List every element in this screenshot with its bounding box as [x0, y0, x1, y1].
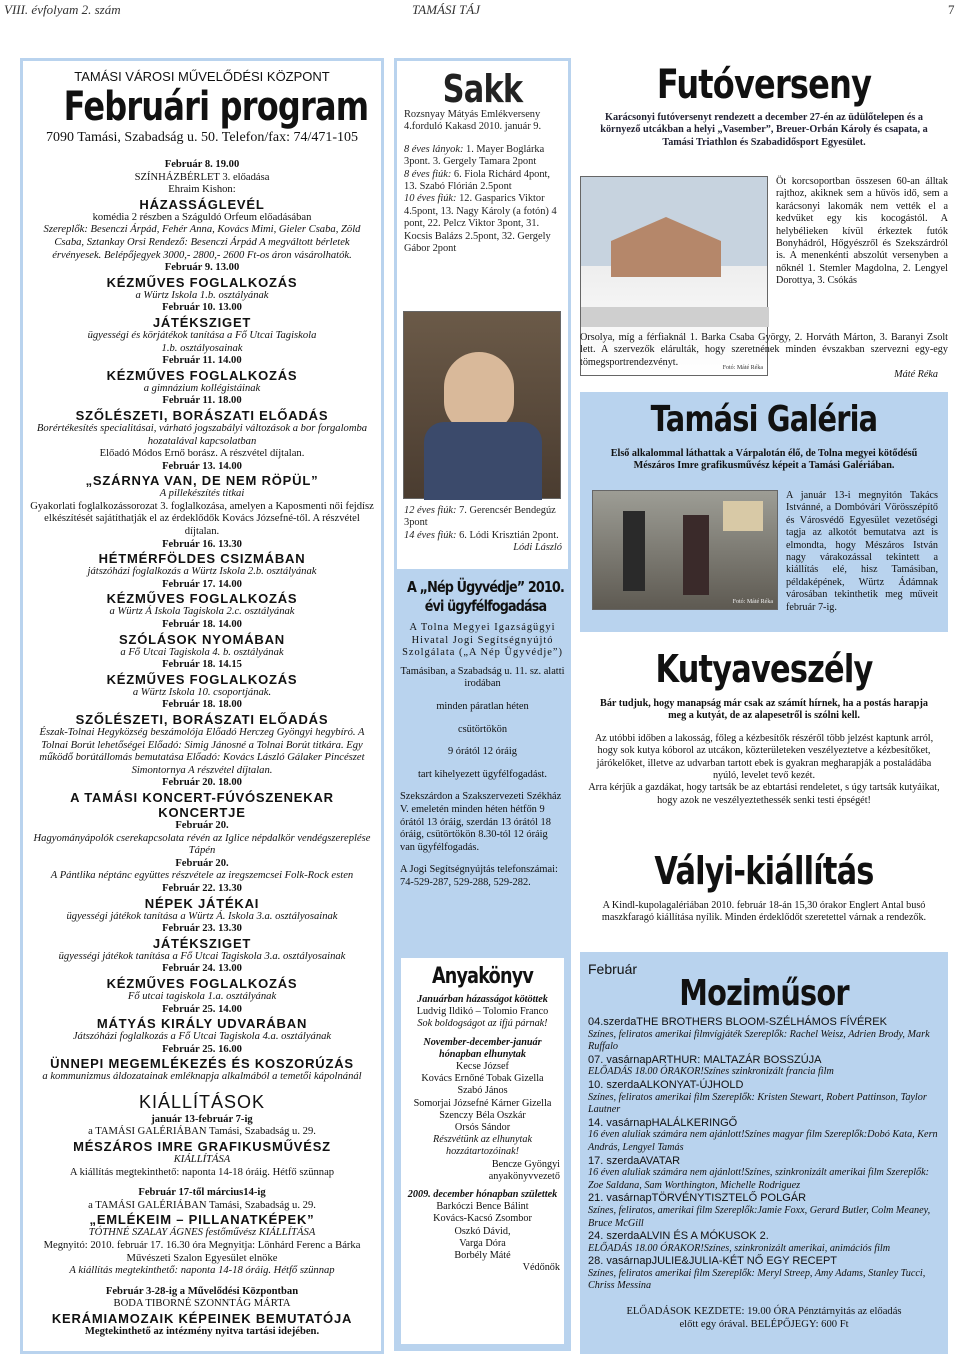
lawyer-box [394, 572, 571, 1351]
movie-title: 14. vasárnapHALÁLKERINGŐ [588, 1116, 738, 1129]
cinema-title: Moziműsor [679, 973, 849, 1014]
movie-item [588, 1230, 940, 1255]
event-detail: a Würtz Á Iskola Tagiskola 2.c. osztályának [109, 606, 295, 618]
exhibitions-list [29, 1114, 375, 1339]
event-date: Február 10. 13.00 [162, 302, 242, 314]
event-text: Megnyitó: 2010. február 17. 16.30 óra Megnyitja: Lönhárd Ferenc a Bárka Művészeti Szalon Egyesület elnöke [43, 1240, 361, 1264]
event-detail: A kiállítás megtekinthető: naponta 14-18 óráig. Hétfő szünnap [69, 1265, 335, 1277]
event-date: Február 18. 14.00 [162, 619, 242, 631]
event-title: MÁTYÁS KIRÁLY UDVARÁBAN [96, 1016, 308, 1032]
event-date: Február 22. 13.30 [162, 882, 242, 894]
event-date: Február 13. 14.00 [162, 460, 242, 472]
event-title: SZŐLÉSZETI, BORÁSZATI ELŐADÁS [75, 712, 329, 727]
gallery-photo [592, 490, 778, 610]
event-title: JÁTÉKSZIGET [152, 314, 252, 330]
issue-label: VIII. évfolyam 2. szám [4, 2, 121, 17]
lawyer-p1: A Tolna Megyei Igazságügyi Hivatal Jogi Segítségnyújtó Szolgálata („A Nép Ügyvédje”) [402, 622, 563, 659]
event-date: Február 20. 18.00 [162, 777, 242, 789]
event-text: komédia 2 részben a Száguldó Orfeum előadásában [92, 211, 312, 223]
movie-desc: Színes, feliratos amerikai film Szereplők: Meryl Streep, Amy Adams, Stanley Tucci, Chriss Messina [588, 1267, 926, 1292]
event-date: Február 11. 14.00 [162, 355, 242, 367]
registry-box [401, 958, 564, 1344]
valyi-body: A Kindl-kupolagalériában 2010. február 18-án 15,30 órakor Englert Antal busó maszkfaragó kiállítása nyílik. Minden érdeklődőt szeretettel várnak a rendezők. [601, 900, 927, 924]
registry-sign2: Védőnők [522, 1262, 560, 1274]
chess-box [394, 58, 571, 572]
event-detail: játszóházi foglalkozás a Würtz Iskola 2.b. osztályának [87, 566, 317, 578]
page-number: 7 [948, 2, 955, 17]
event-detail: Játszóházi foglalkozás a Fő Utcai Tagiskola 4.a. osztályának [72, 1031, 332, 1043]
lawyer-p8: A Jogi Segítségnyújtás telefonszámai: 74-529-287, 529-288, 529-282. [400, 864, 558, 888]
page-header [0, 0, 960, 24]
event-text: A kiállítás megtekinthető: naponta 14-18 óráig. Hétfő szünnap [69, 1166, 335, 1178]
event-title: HÉTMÉRFÖLDES CSIZMÁBAN [98, 551, 306, 567]
movie-desc: Színes, feliratos amerikai film Szereplők: Kristen Stewart, Robert Pattinson, Taylor Lautner [588, 1091, 927, 1116]
event-title: KÉZMŰVES FOGLALKOZÁS [106, 591, 298, 607]
event-date: Február 8. 19.00 [164, 159, 240, 170]
chess-result-12-boys [404, 505, 562, 530]
movie-desc: Színes, feliratos, amerikai film Szereplők:Jamie Foxx, Gerard Butler, Colm Meaney, Bruce McGill [588, 1204, 931, 1229]
paper-title: TAMÁSI TÁJ [412, 2, 480, 17]
chess-label: 8 éves lányok: [404, 143, 464, 155]
event-title: KERÁMIAMOZAIK KÉPEINEK BEMUTATÓJA [51, 1311, 353, 1326]
registry-names2: Kecse József Kovács Ernőné Tobak Gizella Szabó János Somorjai Józsefné Kárner Gizella Szenczy Béla Oszkár Orsós Sándor [413, 1061, 552, 1134]
event-text: Ehraim Kishon: [168, 184, 236, 196]
registry-names1: Ludvig Ildikó – Tolomio Franco [416, 1006, 549, 1018]
movie-desc: ELŐADÁS 18.00 ÓRAKOR!Színes szinkronizált francia film [588, 1066, 834, 1078]
program-box [20, 58, 384, 1354]
movie-title: 24. szerdaALVIN ÉS A MÓKUSOK 2. [588, 1230, 769, 1243]
event-title: NÉPEK JÁTÉKAI [144, 895, 260, 911]
event-date: Február 17. 14.00 [162, 578, 242, 590]
movie-title: 21. vasárnapTÖRVÉNYTISZTELŐ POLGÁR [588, 1192, 807, 1205]
event-title: SZÓLÁSOK NYOMÁBAN [119, 631, 285, 647]
registry-h1: Januárban házasságot kötöttek [417, 994, 548, 1005]
event-date: Február 20. [175, 857, 229, 869]
movie-item [588, 1155, 940, 1193]
event-text: Előadó Módos Ernő borász. A részvétel díjtalan. [99, 448, 305, 460]
movie-item [588, 1054, 940, 1079]
lawyer-p5: 9 órától 12 óráig [448, 746, 517, 758]
lawyer-p3: minden páratlan héten [436, 700, 529, 712]
event-detail: A Pántlika néptánc együttes részvétele az iregszemcsei Folk-Rock esten [50, 870, 354, 882]
lawyer-title: A „Nép Ügyvédje” 2010. évi ügyfélfogadása [407, 578, 564, 615]
event-detail: a gimnázium kollégistáinak [143, 382, 261, 394]
cinema-section [580, 952, 948, 1354]
event-date: Február 25. 16.00 [162, 1043, 242, 1055]
chess-label: 8 éves fiúk: [404, 168, 452, 180]
event-title: KÉZMŰVES FOGLALKOZÁS [106, 671, 298, 687]
chess-label: 12 éves fiúk: [404, 505, 457, 516]
movie-item [588, 1016, 940, 1054]
movie-desc: Színes, feliratos amerikai filmvígjáték Szereplők: Rachel Weisz, Adrien Brody, Mark Ruffalo [588, 1028, 930, 1053]
valyi-section [580, 842, 948, 948]
chess-title: Sakk [442, 67, 523, 111]
event-date: Február 11. 18.00 [162, 395, 242, 407]
chess-label: 14 éves fiúk: [404, 529, 457, 541]
event-text: BODA TIBORNÉ SZONNTÁG MÁRTA [113, 1298, 291, 1310]
event-date: Február 16. 13.30 [162, 538, 242, 550]
event-date: Február 18. 18.00 [162, 699, 242, 711]
chess-label: 10 éves fiúk: [404, 193, 457, 205]
race-lead: Karácsonyi futóversenyt rendezett a december 27-én az üdülőtelepen és a környező utcákban a helyi „Vasember”, Breuer-Orbán Károly és csapata, a Tamási Triathlon és Szabadidősport Egyesület. [600, 112, 928, 148]
movie-desc: ELŐADÁS 18.00 ÓRAKOR!Színes, szinkronizált amerikai, animációs film [588, 1242, 891, 1254]
registry-names3: Barkóczi Bence Bálint Kovács-Kacsó Zsombor Oszkó Dávid, Varga Dóra Borbély Máté [433, 1201, 532, 1262]
dog-lead: Bár tudjuk, hogy manapság már csak az számít hírnek, ha a postás harapja meg a kutyát, de az alapesetről is szólni kell. [600, 698, 928, 722]
dog-title: Kutyaveszély [655, 647, 873, 691]
race-body1: Öt korcsoportban összesen 60-an álltak rajthoz, akiknek sem a hűvös idő, sem a karácsonyi lakomák nem vették el a kedvüket egy kis kocogástól. A helybélieken kívül érkeztek futók Bonyhádról, Hőgyészről és Szekszárdról is. A menenkénti abszolút versenyben a nőknél 1. Stemler Magdolna, 2. Lengyel Dorottya, 3. Csókás [776, 176, 948, 287]
registry-condol: Részvétünk az elhunytak hozzátartozóinak! [432, 1134, 532, 1158]
event-date: Február 24. 13.00 [162, 963, 242, 975]
exhibitions-title: KIÁLLÍTÁSOK [138, 1091, 266, 1112]
cinema-footer: ELŐADÁSOK KEZDETE: 19.00 ÓRA Pénztárnyitás az előadás előtt egy órával. BELÉPŐJEGY: 600 Ft [626, 1306, 902, 1331]
event-text: a TAMÁSI GALÉRIÁBAN Tamási, Szabadság u. 29. [88, 1199, 316, 1211]
event-title: SZŐLÉSZETI, BORÁSZATI ELŐADÁS [75, 407, 329, 423]
race-photo-credit: Fotó: Máté Réka [722, 365, 763, 371]
event-text: SZÍNHÁZBÉRLET 3. előadása [134, 171, 270, 183]
chess-result-8-girls [404, 144, 561, 169]
event-detail: Szereplők: Besenczi Árpád, Fehér Anna, Kovács Mimi, Gieler Csaba, Zöld Csaba, Sztankay Orsi Rendező: Besenczi Árpád A megváltott bérletek érvényesek. Belépőjegyek 3000,- 2800,- 2600 Ft-os áron vásárolhatók. [43, 224, 361, 261]
program-org: TAMÁSI VÁROSI MŰVELŐDÉSI KÖZPONT [74, 69, 330, 84]
gallery-photo-credit: Fotó: Máté Réka [732, 599, 773, 605]
event-detail: a Würtz Iskola 10. csoportjának. [132, 686, 272, 698]
event-detail: ügyességi és körjátékok tanítása a Fő Utcai Tagiskola [87, 329, 317, 341]
registry-sign1: Bencze Gyöngyi anyakönyvvezető [488, 1158, 560, 1182]
event-title: „SZÁRNYA VAN, DE NEM RÖPÜL” [85, 473, 319, 489]
dog-body: Az utóbbi időben a lakosság, főleg a kézbesítők részéről több jelzést kaptunk arról, hogy sok kutya kóborol az utcákon, közterületeken veszélyeztetve a kézbesítőket, járókelőket, illetve az udvarban tartott ebek is gyakran megharapják a postaládába nyúló, levelet tevő kezét. Arra kérjük a gazdákat, hogy tartsák be az ebtartási rendeletet, s úgy tartsák kutyáikat, hogy azok ne veszélyeztethessék senki testi épségét! [588, 732, 940, 806]
chess-result: 7. Gerencsér Bendegúz 3pont [404, 505, 556, 529]
chess-result: 1. Mayer Boglárka 3pont. 3. Gergely Tamara 2pont [404, 143, 545, 168]
race-title: Futóverseny [656, 62, 872, 108]
lawyer-p4: csütörtökön [457, 723, 508, 735]
event-title: A TAMÁSI KONCERT-FÚVÓSZENEKAR KONCERTJE [70, 789, 334, 820]
race-author: Máté Réka [894, 369, 938, 380]
valyi-title: Vályi-kiállítás [654, 849, 874, 893]
gallery-title: Tamási Galéria [650, 399, 878, 440]
event-title: HÁZASSÁGLEVÉL [139, 196, 265, 212]
event-detail: ügyességi játékok tanítása a Fő Utcai Tagiskola 3.a. osztályosainak [58, 950, 346, 962]
event-detail: 1.b. osztályosainak [161, 342, 243, 354]
cinema-list [588, 1016, 940, 1293]
chess-intro: Rozsnyay Mátyás Emlékverseny 4.forduló Kakasd 2010. január 9. [404, 109, 542, 133]
race-body2: Orsolya, míg a férfiaknál 1. Barka Csaba György, 2. Horváth Márton, 3. Baranyi Zsolt lett. A szervezők elárulták, hogy szeretnének minden évszakban szervezni egy-egy tömegsportrendezvényt. [580, 332, 948, 368]
chess-photo [403, 311, 561, 499]
movie-item [588, 1255, 940, 1293]
movie-desc: 16 éven aluliak számára nem ajánlott!Színes magyar film Szereplők:Dobó Kata, Kern András, Lengyel Tamás [588, 1129, 938, 1153]
event-detail: TÓTHNÉ SZALAY ÁGNES festőművész KIÁLLÍTÁSA [88, 1227, 316, 1239]
event-title: „EMLÉKEIM – PILLANATKÉPEK” [89, 1212, 315, 1228]
movie-item [588, 1192, 940, 1230]
event-title: JÁTÉKSZIGET [152, 935, 252, 951]
movie-item [588, 1079, 940, 1117]
event-date: Február 17-től március14-ig [138, 1187, 266, 1199]
gallery-body: A január 13-i megnyitón Takács Istvánné, a Dombóvári Vörösszépítő és Városvédő Egyesület vezetőségi tagja az alkotót bemutatva azt is elmondta, hogy Mészáros István nagy várakozással tekintett a kiállítás elé, hisz Tamásiban, példaképének, Würtz Ádámnak városában tekinthetik meg műveit február 7-ig. [786, 490, 938, 613]
event-detail: Észak-Tolnai Hegyközség beszámolója Előadó Herczeg Gyöngyi hegybíró. A Tolnai Borút lehetőségei Előadó: Simig Jánosné a Tolnai Borút titkára. Egy működő borútállomás bemutatása Előadó: Kovács László Gálaker Pincészet Simontornya A részvétel díjtalan. [39, 727, 365, 776]
movie-desc: 16 éven aluliak számára nem ajánlott!Színes, szinkronizált amerikai film Szereplők: Zoe Saldana, Sam Worthington, Michelle Rodriguez [588, 1167, 930, 1191]
movie-title: 04.szerdaTHE BROTHERS BLOOM-SZÉLHÁMOS FÍVÉREK [588, 1016, 887, 1028]
event-title: KÉZMŰVES FOGLALKOZÁS [106, 975, 298, 991]
gallery-section [580, 392, 948, 632]
event-detail: A pillekészítés titkai [159, 488, 245, 500]
dog-section [580, 640, 948, 812]
event-title: MÉSZÁROS IMRE GRAFIKUSMŰVÉSZ [73, 1139, 331, 1155]
event-detail: a Fő Utcai Tagiskola 4. b. osztályának [120, 646, 284, 658]
movie-title: 07. vasárnapARTHUR: MALTAZÁR BOSSZÚJA [588, 1053, 822, 1066]
lawyer-p2: Tamásiban, a Szabadság u. 11. sz. alatti irodában [400, 665, 565, 690]
spacer [29, 1179, 375, 1187]
event-title: KÉZMŰVES FOGLALKOZÁS [106, 367, 298, 383]
chess-result: 6. Lódi Krisztián 2pont. [456, 529, 559, 541]
registry-h3: 2009. december hónapban születtek [407, 1189, 558, 1201]
event-date: Február 25. 14.00 [162, 1003, 242, 1015]
registry-h2: November-december-január hónapban elhunytak [423, 1036, 542, 1060]
gallery-lead: Első alkalommal láthattak a Várpalotán élő, de Tolna megyei kötődésű Mészáros Imre grafikusművész képeit a Tamási Galériában. [610, 448, 918, 472]
lawyer-p7: Szekszárdon a Szakszervezeti Székház V. emeletén minden héten hétfőn 9 órától 13 óráig, szerdán 13 órától 18 óráig, csütörtökön 8.30-tól 12 óráig van ügyfélfogadás. [400, 791, 562, 853]
event-title: ÜNNEPI MEGEMLÉKEZÉS ÉS KOSZORÚZÁS [50, 1056, 354, 1072]
movie-title: 17. szerdaAVATAR [588, 1154, 681, 1167]
event-detail: Fő utcai tagiskola 1.a. osztályának [127, 990, 277, 1002]
event-detail: KIÁLLÍTÁSA [173, 1154, 231, 1166]
event-detail: Hagyományápolók cserekapcsolata révén az Iglice népdalkör vendégszereplése Tápén [33, 832, 371, 857]
chess-result-10-boys [404, 193, 561, 255]
program-title: Februári program [63, 84, 369, 130]
event-date: Február 3-28-ig a Művelődési Központban [105, 1285, 299, 1297]
lawyer-p6: tart kihelyezett ügyfélfogadást. [418, 768, 547, 780]
movie-title: 28. vasárnapJULIE&JULIA-KÉT NŐ EGY RECEPT [588, 1255, 838, 1268]
event-date: Február 9. 13.00 [164, 262, 240, 274]
registry-wish: Sok boldogságot az ifjú párnak! [417, 1018, 548, 1030]
program-list [29, 159, 375, 1084]
event-detail: a Würtz Iskola 1.b. osztályának [135, 289, 269, 301]
event-detail: Borértékesítés specialitásai, várható jogszabályi változások a bor forgalomba hozatalával kapcsolatban [36, 422, 368, 447]
event-date: Február 23. 13.30 [162, 923, 242, 935]
event-detail: ügyességi játékok tanítása a Würtz Á. Iskola 3.a. osztályosainak [66, 910, 338, 922]
registry-title: Anyakönyv [431, 964, 534, 989]
chess-result: 6. Fiola Richárd 4pont, 13. Szabó Flórián 2.5pont [404, 168, 551, 193]
event-date: január 13-február 7-ig [151, 1113, 253, 1125]
event-text: Gyakorlati foglalkozássorozat 3. foglalkozása, amelyen a Kaposmenti női fejdísz elkészítését sajátíthatják el az érdeklődők Kovács Józsefné-től. A részvétel díjtalan. [30, 500, 374, 538]
event-text: a TAMÁSI GALÉRIÁBAN Tamási, Szabadság u. 29. [88, 1126, 316, 1138]
chess-result: 12. Gasparics Viktor 4.5pont, 13. Nagy Károly (a fotón) 4 pont, 22. Pelcz Viktor 3pont, 31. Kocsis Balázs 2.5pont, 32. Gergely Gábor 2pont [404, 193, 557, 255]
event-date: Február 20. [175, 819, 229, 831]
movie-item [588, 1117, 940, 1155]
event-date: Megtekinthető az intézmény nyitva tartási idejében. [84, 1326, 320, 1337]
chess-result-14-boys [404, 530, 562, 542]
event-detail: a kommunizmus áldozatainak emléknapja alkalmából a temetői kápolnánál [42, 1071, 362, 1083]
program-address: 7090 Tamási, Szabadság u. 50. Telefon/fax: 74/471-105 [45, 130, 359, 145]
chess-result-8-boys [404, 169, 561, 194]
spacer [29, 1278, 375, 1286]
cinema-month: Február [588, 961, 638, 977]
chess-author: Lódi László [513, 542, 562, 554]
event-title: KÉZMŰVES FOGLALKOZÁS [106, 274, 298, 290]
movie-title: 10. szerdaALKONYAT-ÚJHOLD [588, 1078, 744, 1091]
event-date: Február 18. 14.15 [162, 659, 242, 671]
